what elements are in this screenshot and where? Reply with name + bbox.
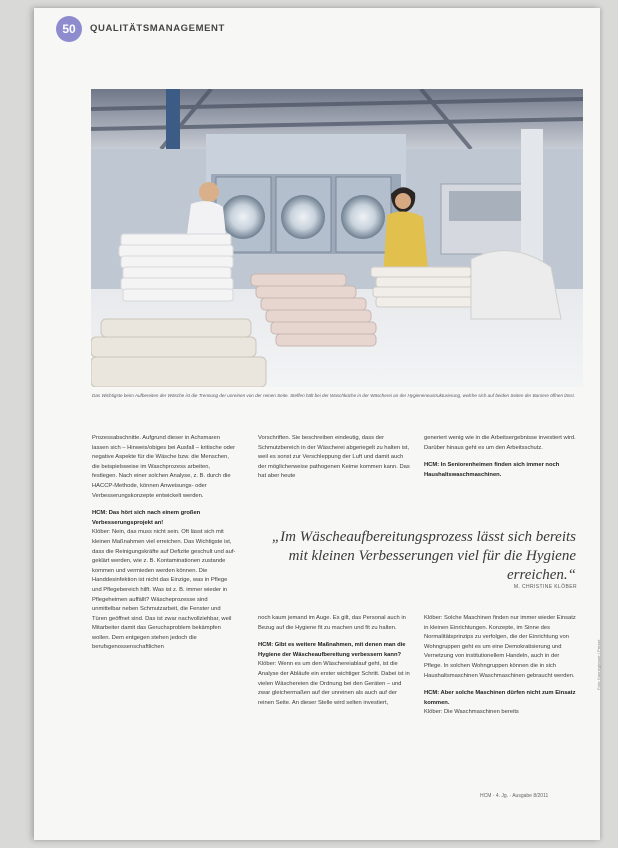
interview-answer: Klöber: Nein, das muss nicht sein. Oft lässt sich mit kleinen Maßnahmen viel erreichen. Das Wichtigste ist, dass die Reinigungskräfte auf Defizite geschult und auf- geklärt werden, wie z. B. Kontaminationen zustande kommen und vermieden werden können. Die Handdesinfektion ist nicht das Einzige, was in Pflege und Pflegebereich hilft. Was ist z. B. immer wieder in Pflegeheimen auffällt? Wäscheprozesse sind unmittelbar neben Schmutzarbeit, die Fenster und Türen geöffnet sind. Das ist zwar nachvollziehbar, weil Mitarbeiter damit das Geruchsproblem bekämpfen wollen. Dem entgegen stehen jedoch die berufsgenossenschaftlichen — [92, 529, 236, 651]
pull-quote: „Im Wäscheaufbereitungsprozess lässt sich bereits mit kleinen Verbesserungen viel für die Hygiene erreichen.“ — [271, 529, 576, 583]
column-2-intro: Vorschriften. Sie beschreiben eindeutig, dass der Schmutzbereich in der Wäscherei abgeriegelt zu halten ist, weil es sonst zur Verschleppung der Luft und damit auch der möglicherweise pathogenen Keime kommen kann. Das hat aber heute — [258, 435, 410, 480]
column-2-top — [258, 434, 410, 482]
column-2-bottom — [258, 614, 410, 708]
column-1-intro: Prozessabschnitte. Aufgrund dieser in Achsmaren lassen sich – Hinweis/obiges bei Ausfall – kritische oder negative Aspekte für die Wäsche bzw. die Menschen, die beispielsweise im Waschprozess arbeiten, festlegen. Nach einer solchen Analyse, z. B. durch die HACCP-Methode, können Anweisungs- oder Verbesserungskonzepte entwickelt werden. — [92, 435, 236, 499]
interview-answer: Klöber: Solche Maschinen finden nur immer wieder Einsatz in kleinen Einrichtungen. Konzepte, im Sinne des Normalitätsprinzips zu verfolgen, die der Einrichtung von Wohngruppen geht es um eine Demokratisierung und Vernetzung von institutionellem Handeln, auch in der Pflege. In solchen Wohngruppen können die in sich Haushaltsmaschinen Waschmaschinen gebraucht werden. — [424, 615, 576, 679]
photo-credit: Foto: Kannegiesser / Presse — [596, 639, 601, 690]
column-3-top — [424, 434, 576, 480]
column-3-bottom — [424, 614, 576, 718]
page-number-badge: 50 — [56, 16, 82, 42]
column-3-intro: generiert wenig wie in die Arbeitsergebnisse investiert wird. Darüber hinaus geht es um den Arbeitsschutz. — [424, 435, 576, 451]
column-2-continued: noch kaum jemand im Auge. Es gilt, das Personal auch in Bezug auf die Hygiene fit zu machen und fit zu halten. — [258, 615, 406, 631]
interview-question: HCM: Aber solche Maschinen dürfen nicht zum Einsatz kommen. — [424, 690, 576, 706]
section-title: QUALITÄTSMANAGEMENT — [90, 23, 225, 34]
interview-answer: Klöber: Wenn es um den Wäschereiablauf geht, ist die Analyse der Abläufe ein erster wichtiger Schritt. Dabei ist in vielen Wäschereien die Ordnung bei den Geräten – und zwar gleichermaßen auf der unreinen als auch auf der reinen Seite. An dieser Stelle wird selten investiert, — [258, 661, 410, 706]
interview-question: HCM: In Seniorenheimen finden sich immer noch Haushaltswaschmaschinen. — [424, 462, 560, 478]
interview-answer: Klöber: Die Waschmaschinen bereits — [424, 709, 519, 716]
column-1 — [92, 434, 236, 653]
laundry-photo — [91, 89, 583, 387]
pull-quote-author: M. CHRISTINE KLÖBER — [513, 584, 577, 590]
interview-question: HCM: Gibt es weitere Maßnahmen, mit denen man die Hygiene der Wäscheaufbereitung verbessern kann? — [258, 642, 406, 658]
page-footer: HCM · 4. Jg. · Ausgabe 8/2011 — [480, 793, 549, 799]
photo-caption: Das Wichtigste beim Aufbereiten der Wäsche ist die Trennung der unreinen von der reinen Seite. Steffen hält bei der Waschküche in der Wäscherei an der Hygieneneustrukturierung, welche sich auf beiden Seiten der Barriere öffnen lässt. — [92, 393, 575, 398]
interview-question: HCM: Das hört sich nach einem großen Verbesserungsprojekt an! — [92, 510, 201, 526]
